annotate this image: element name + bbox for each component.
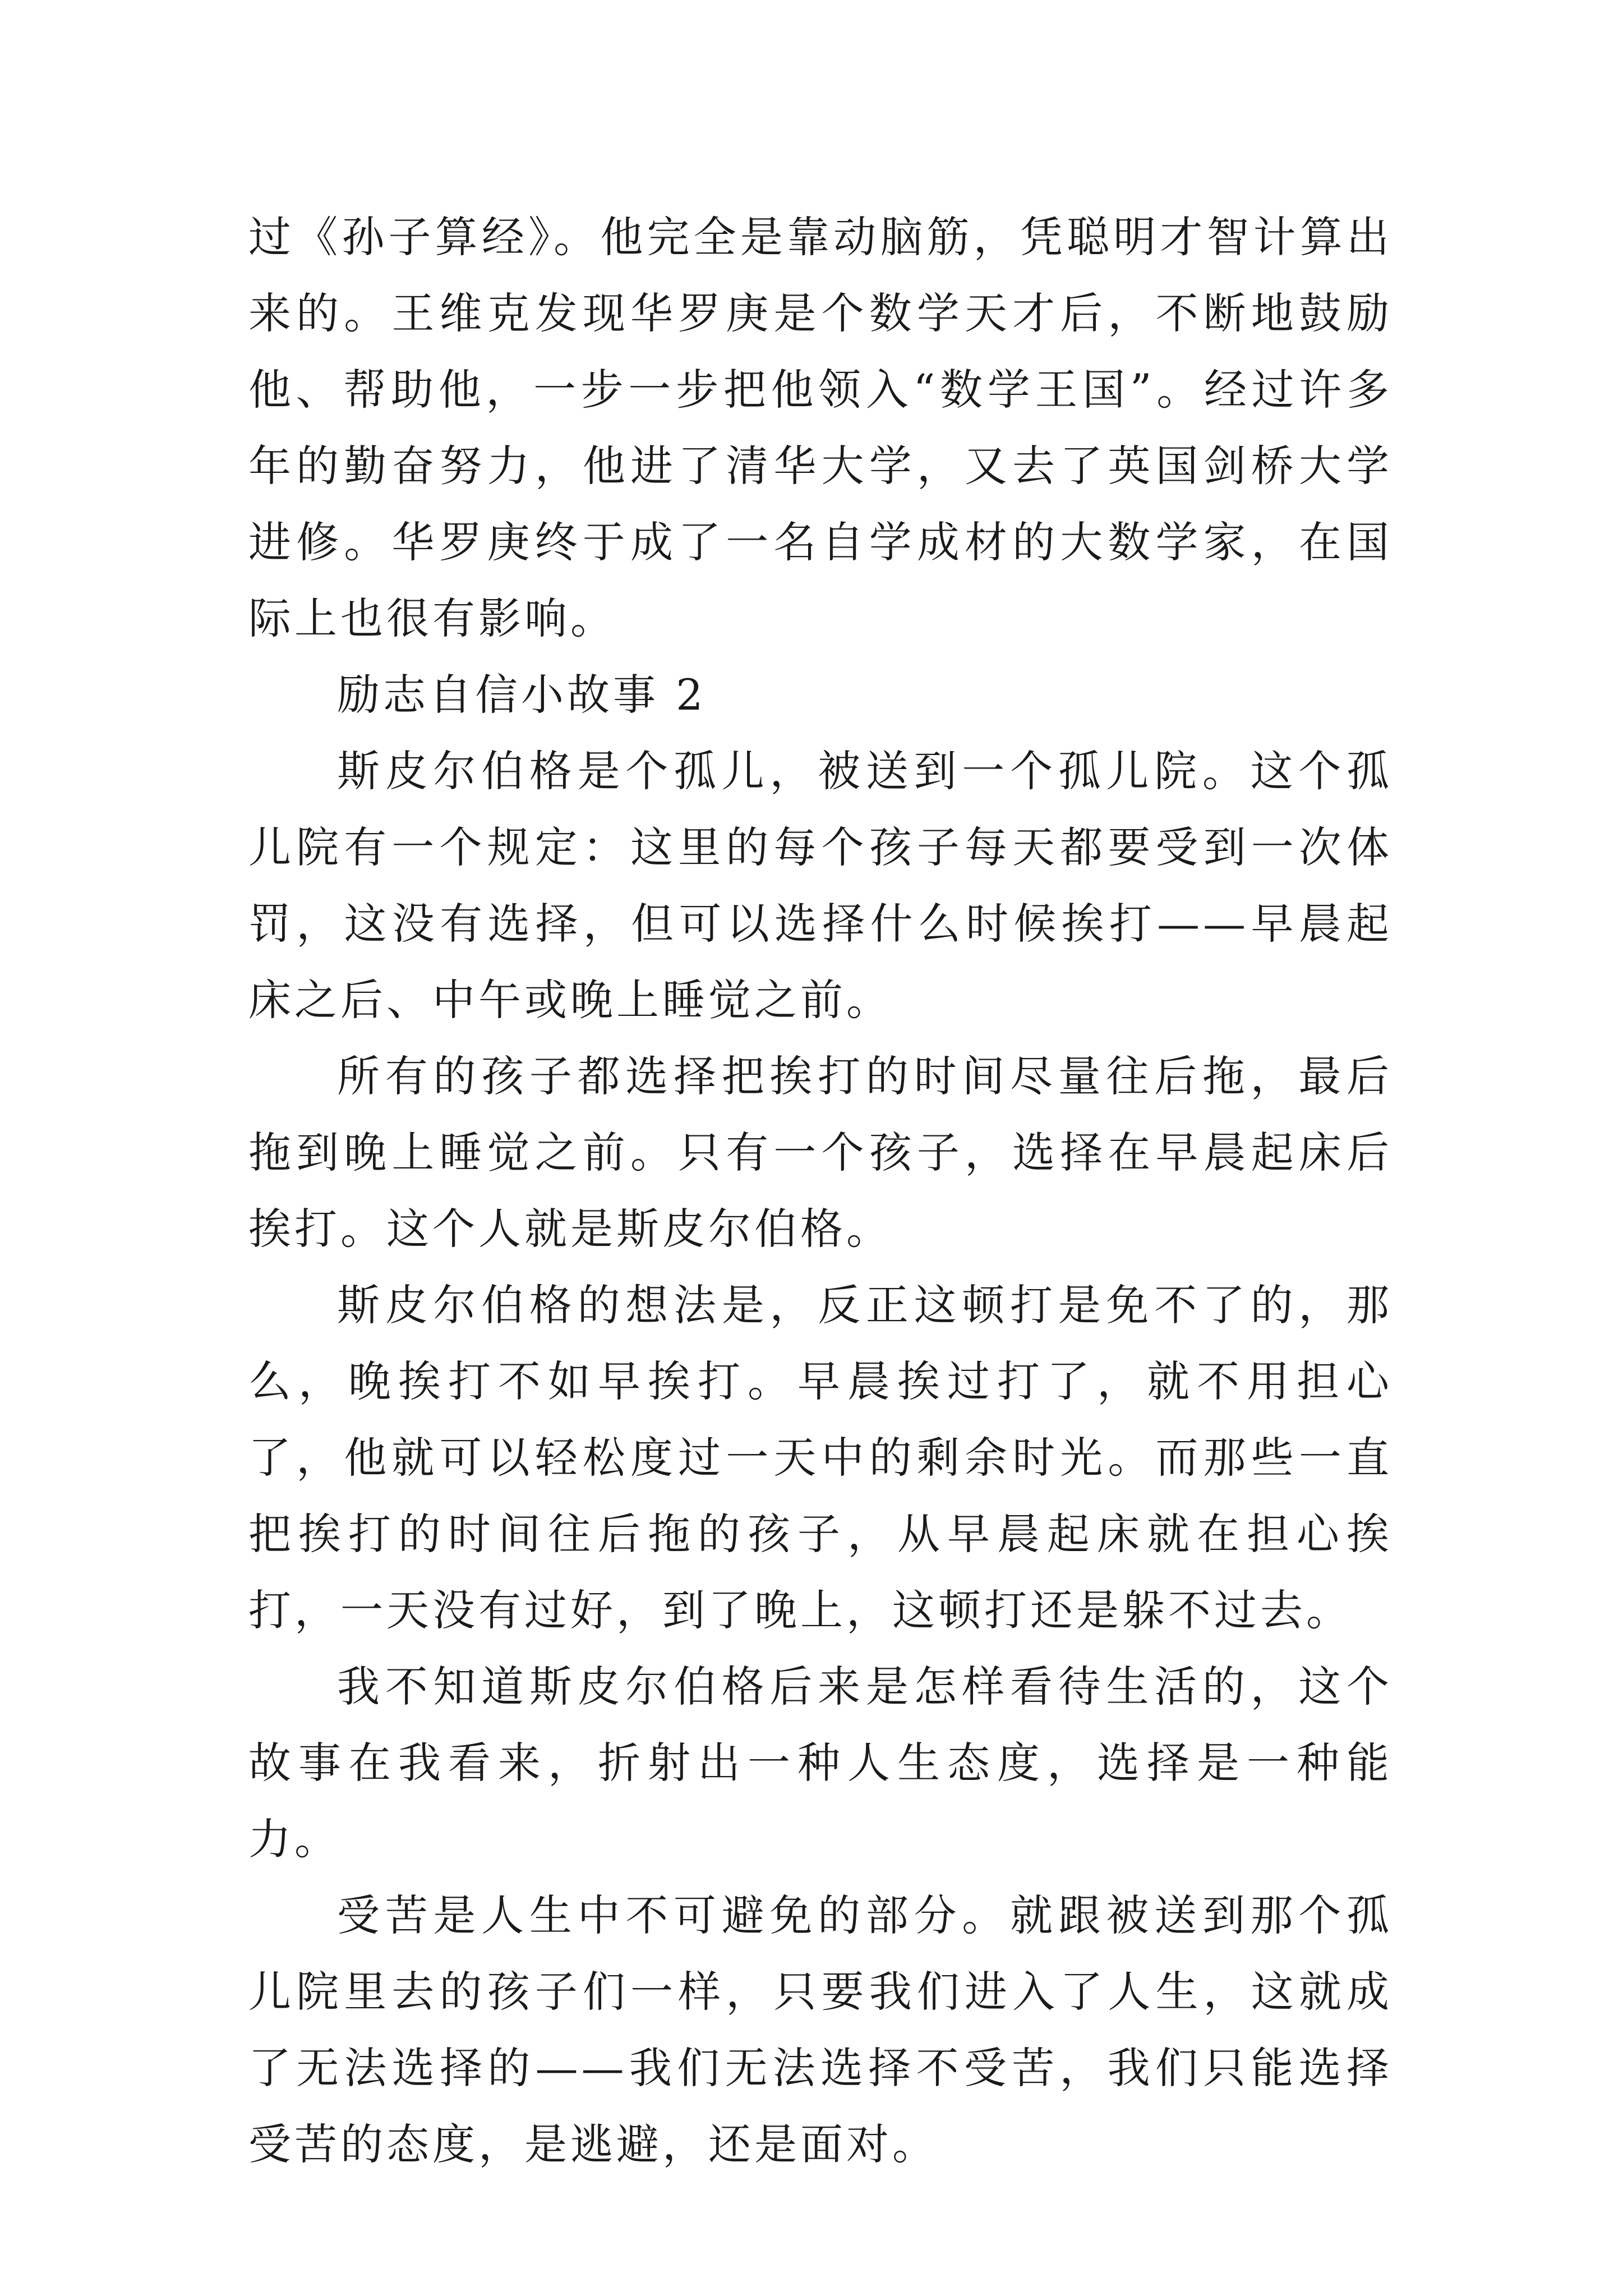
paragraph-5: 受苦是人生中不可避免的部分。就跟被送到那个孤儿院里去的孩子们一样，只要我们进入了人生，这就成了无法选择的——我们无法选择不受苦，我们只能选择受苦的态度，是逃避，还是面对。 [248,1890,1393,2169]
document-body [248,199,1393,2183]
continued-paragraph: 过《孙子算经》。他完全是靠动脑筋，凭聪明才智计算出来的。王维克发现华罗庚是个数学天才后，不断地鼓励他、帮助他，一步一步把他领入“数学王国”。经过许多年的勤奋努力，他进了清华大学，又去了英国剑桥大学进修。华罗庚终于成了一名自学成材的大数学家，在国际上也很有影响。 [248,212,1393,643]
section-title: 励志自信小故事 2 [337,670,707,720]
paragraph-2: 所有的孩子都选择把挨打的时间尽量往后拖，最后拖到晚上睡觉之前。只有一个孩子，选择在早晨起床后挨打。这个人就是斯皮尔伯格。 [248,1051,1393,1254]
paragraph-1: 斯皮尔伯格是个孤儿，被送到一个孤儿院。这个孤儿院有一个规定：这里的每个孩子每天都要受到一次体罚，这没有选择，但可以选择什么时候挨打——早晨起床之后、中午或晚上睡觉之前。 [248,746,1393,1025]
paragraph-4: 我不知道斯皮尔伯格后来是怎样看待生活的，这个故事在我看来，折射出一种人生态度，选择是一种能力。 [248,1662,1393,1864]
paragraph-3: 斯皮尔伯格的想法是，反正这顿打是免不了的，那么，晚挨打不如早挨打。早晨挨过打了，就不用担心了，他就可以轻松度过一天中的剩余时光。而那些一直把挨打的时间往后拖的孩子，从早晨起床就在担心挨打，一天没有过好，到了晚上，这顿打还是躲不过去。 [248,1280,1393,1635]
